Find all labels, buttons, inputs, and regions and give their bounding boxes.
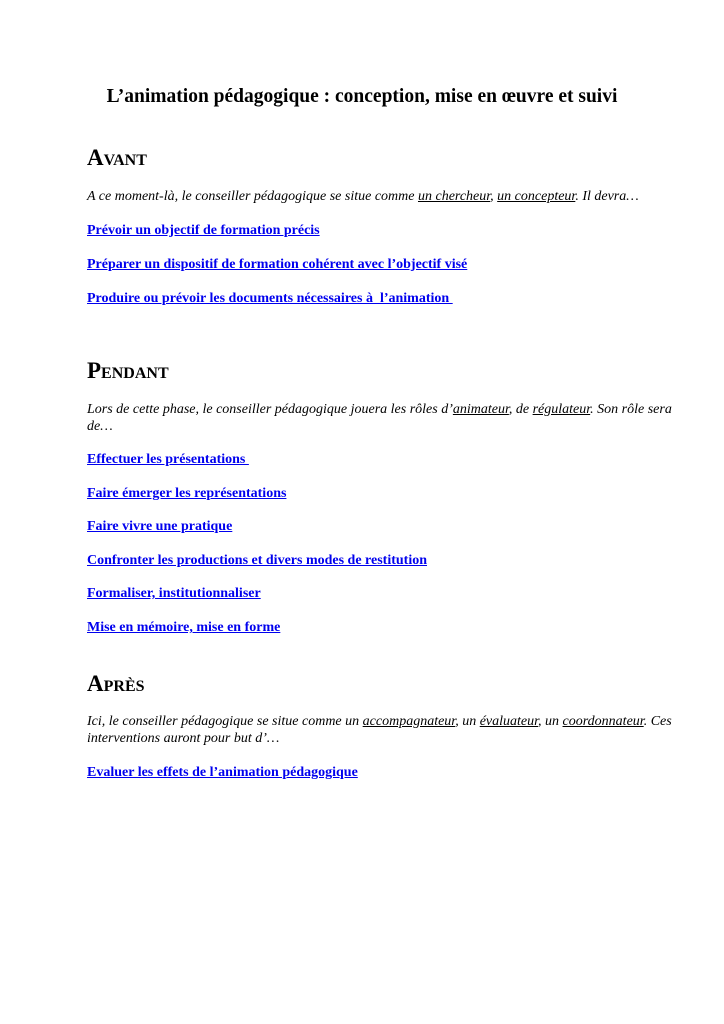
link-mise-en-memoire[interactable]: Mise en mémoire, mise en forme bbox=[87, 620, 281, 635]
role-term: accompagnateur bbox=[362, 714, 456, 729]
role-term: un chercheur bbox=[417, 189, 491, 204]
role-term: coordonnateur bbox=[562, 714, 644, 729]
role-term: régulateur bbox=[532, 402, 591, 417]
link-faire-emerger[interactable]: Faire émerger les représentations bbox=[87, 486, 287, 501]
link-prevoir-objectif[interactable]: Prévoir un objectif de formation précis bbox=[87, 223, 320, 238]
link-formaliser[interactable]: Formaliser, institutionnaliser bbox=[87, 586, 261, 601]
section-intro-apres bbox=[87, 713, 687, 747]
role-term: évaluateur bbox=[479, 714, 539, 729]
link-evaluer-effets[interactable]: Evaluer les effets de l’animation pédagogique bbox=[87, 765, 358, 780]
link-faire-vivre[interactable]: Faire vivre une pratique bbox=[87, 519, 233, 534]
intro-text: . Ces interventions auront pour but d’… bbox=[87, 714, 672, 746]
link-effectuer-presentations[interactable]: Effectuer les présentations bbox=[87, 452, 249, 467]
intro-text: A ce moment-là, le conseiller pédagogique se situe comme bbox=[87, 189, 418, 204]
section-heading-pendant: Pendant bbox=[87, 358, 169, 383]
link-confronter-productions[interactable]: Confronter les productions et divers modes de restitution bbox=[87, 553, 428, 568]
intro-text: Lors de cette phase, le conseiller pédagogique jouera les rôles d’ bbox=[87, 402, 453, 417]
intro-text: Ici, le conseiller pédagogique se situe comme un bbox=[87, 714, 363, 729]
intro-separator: , de bbox=[508, 402, 533, 417]
link-produire-documents[interactable]: Produire ou prévoir les documents nécessaires à l’animation bbox=[87, 291, 453, 306]
link-preparer-dispositif[interactable]: Préparer un dispositif de formation cohérent avec l’objectif visé bbox=[87, 257, 468, 272]
intro-separator: , un bbox=[455, 714, 480, 729]
document-title: L’animation pédagogique : conception, mise en œuvre et suivi bbox=[106, 86, 618, 107]
intro-text: . Il devra… bbox=[575, 189, 639, 204]
intro-separator: , bbox=[490, 189, 498, 204]
section-intro-pendant bbox=[87, 401, 687, 435]
section-intro-avant bbox=[87, 188, 687, 205]
role-term: animateur bbox=[452, 402, 509, 417]
role-term: un concepteur bbox=[497, 189, 576, 204]
section-heading-apres: Après bbox=[87, 671, 145, 696]
intro-text: . Son rôle sera de… bbox=[87, 402, 672, 434]
section-heading-avant: Avant bbox=[87, 145, 147, 170]
intro-separator: , un bbox=[538, 714, 563, 729]
